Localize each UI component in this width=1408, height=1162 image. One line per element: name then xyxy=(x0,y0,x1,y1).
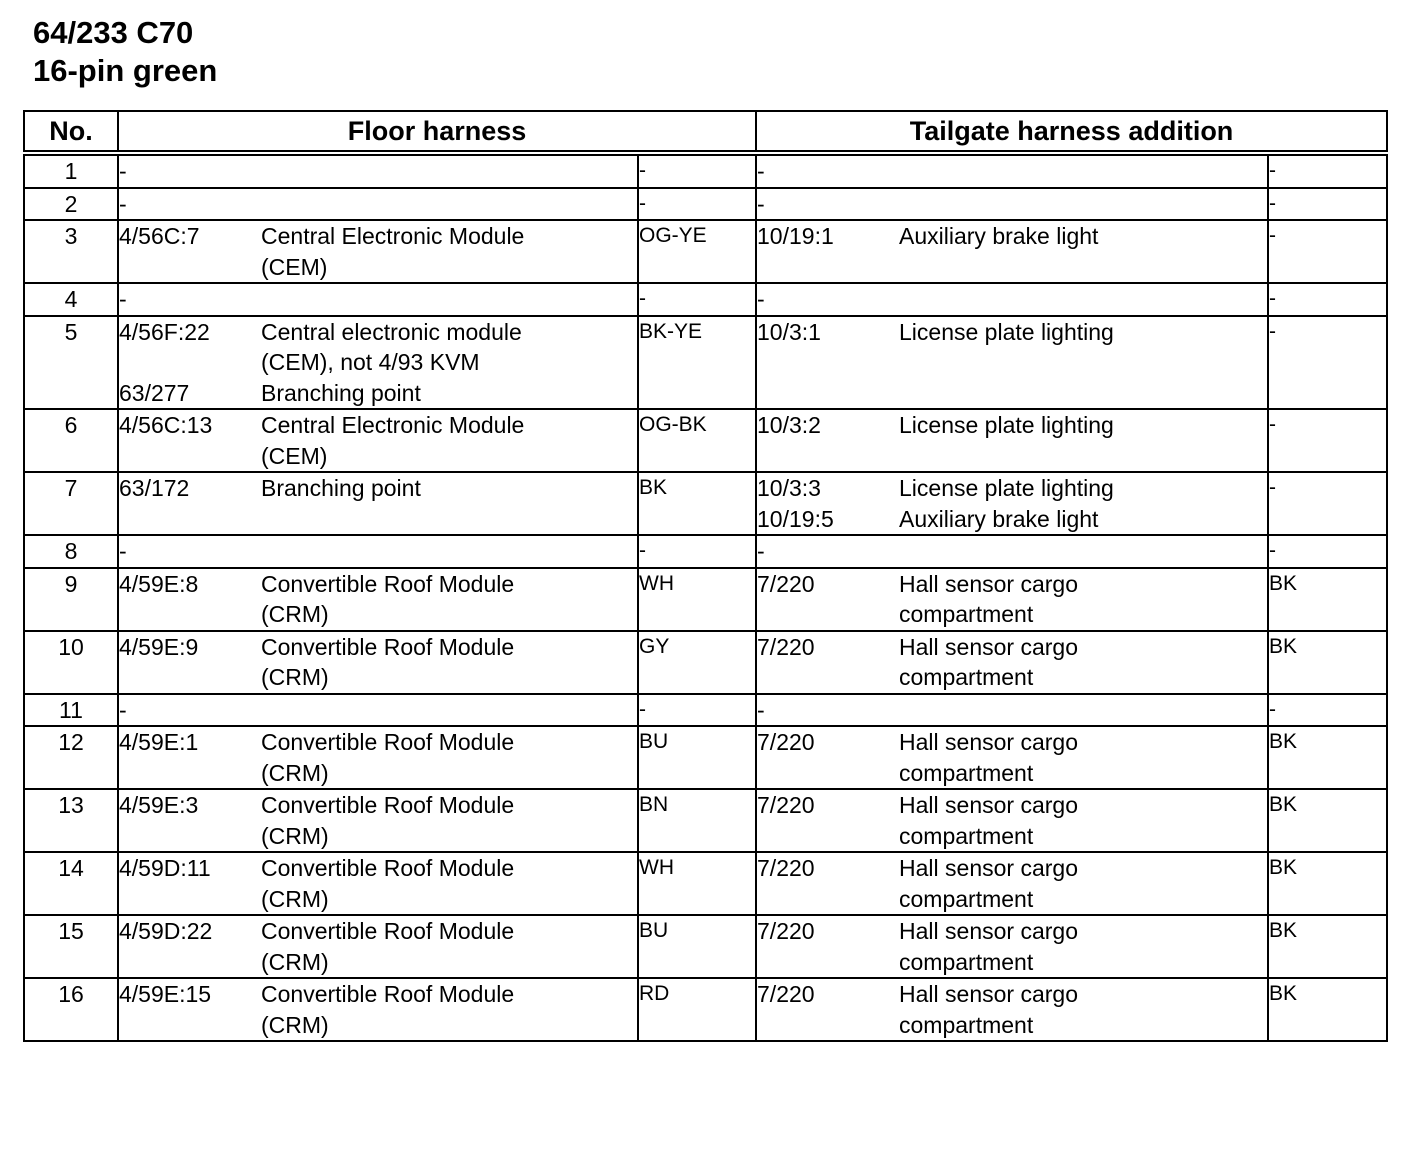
floor-wire-color: RD xyxy=(638,978,756,1041)
component-code xyxy=(757,1010,899,1041)
floor-wire-color: WH xyxy=(638,852,756,915)
pin-number: 2 xyxy=(24,188,118,221)
component-code: 7/220 xyxy=(757,633,815,660)
tailgate-harness-cell xyxy=(756,978,1268,1041)
component-description: compartment xyxy=(899,885,1034,912)
connection-line xyxy=(757,569,1267,600)
component-code xyxy=(757,821,899,852)
component-description xyxy=(261,189,637,220)
connection-line xyxy=(119,599,637,630)
tailgate-harness-cell xyxy=(756,220,1268,283)
connector-id: 64/233 C70 xyxy=(33,15,194,50)
connection-line xyxy=(757,821,1267,852)
component-description: Central Electronic Module xyxy=(261,412,525,438)
component-description: Hall sensor cargo xyxy=(899,729,1078,755)
component-code: 10/19:1 xyxy=(757,223,834,249)
pinout-table xyxy=(23,110,1388,1042)
tailgate-harness-cell xyxy=(756,726,1268,789)
connection-line xyxy=(757,536,1267,567)
component-description: Central electronic module xyxy=(261,318,522,345)
component-code xyxy=(119,947,261,978)
component-code: 4/59E:1 xyxy=(119,729,199,755)
table-row xyxy=(24,694,1387,727)
component-description: compartment xyxy=(899,1011,1034,1038)
connection-line xyxy=(757,156,1267,187)
connection-line xyxy=(119,916,637,947)
floor-harness-cell xyxy=(118,726,638,789)
tailgate-harness-cell xyxy=(756,409,1268,472)
component-code: - xyxy=(119,286,127,312)
connection-line xyxy=(119,441,637,472)
connector-type: 16-pin green xyxy=(33,53,218,88)
pin-number: 13 xyxy=(24,789,118,852)
connection-line xyxy=(757,632,1267,663)
component-description xyxy=(899,284,1267,315)
component-code: 7/220 xyxy=(757,570,815,597)
component-description: Convertible Roof Module xyxy=(261,570,515,597)
component-description: Convertible Roof Module xyxy=(261,855,515,881)
component-code xyxy=(119,758,261,789)
connection-line xyxy=(757,284,1267,315)
component-code: - xyxy=(757,538,765,564)
component-description: compartment xyxy=(899,759,1034,786)
connection-line xyxy=(119,569,637,600)
tailgate-wire-color: BK xyxy=(1268,789,1387,852)
component-code xyxy=(757,662,899,693)
connection-line xyxy=(757,758,1267,789)
floor-harness-cell xyxy=(118,694,638,727)
component-code: 4/56C:13 xyxy=(119,412,213,438)
table-row xyxy=(24,915,1387,978)
component-description: (CRM) xyxy=(261,664,329,690)
component-code: 4/59E:9 xyxy=(119,633,199,660)
component-code: 7/220 xyxy=(757,855,815,881)
floor-harness-cell xyxy=(118,153,638,188)
connection-line xyxy=(119,662,637,693)
header-floor-harness: Floor harness xyxy=(118,111,756,153)
floor-wire-color: OG-BK xyxy=(638,409,756,472)
floor-harness-cell xyxy=(118,220,638,283)
component-description: Hall sensor cargo xyxy=(899,855,1078,881)
connection-line xyxy=(757,916,1267,947)
component-code: 4/59E:3 xyxy=(119,792,199,818)
connection-line xyxy=(119,884,637,915)
component-description xyxy=(899,156,1267,187)
component-code xyxy=(119,347,261,378)
component-code: 7/220 xyxy=(757,792,815,818)
component-code: 63/172 xyxy=(119,475,190,501)
pin-number: 10 xyxy=(24,631,118,694)
component-code xyxy=(119,599,261,630)
connection-line xyxy=(119,156,637,187)
component-description: compartment xyxy=(899,948,1034,975)
component-code xyxy=(119,884,261,915)
component-code xyxy=(757,884,899,915)
component-description: (CRM) xyxy=(261,1011,329,1038)
component-description: (CRM) xyxy=(261,759,329,786)
component-code: 10/3:2 xyxy=(757,412,821,438)
connection-line xyxy=(119,695,637,726)
floor-harness-cell xyxy=(118,316,638,410)
component-description xyxy=(261,536,637,567)
floor-harness-cell xyxy=(118,978,638,1041)
connection-line xyxy=(119,758,637,789)
component-description: (CEM) xyxy=(261,442,328,469)
component-description: License plate lighting xyxy=(899,318,1114,345)
floor-wire-color: BN xyxy=(638,789,756,852)
connection-line xyxy=(757,695,1267,726)
component-code: - xyxy=(757,190,765,217)
tailgate-wire-color: - xyxy=(1268,188,1387,221)
component-description: Hall sensor cargo xyxy=(899,981,1078,1007)
connection-line xyxy=(119,347,637,378)
component-description: (CRM) xyxy=(261,822,329,849)
connection-line xyxy=(757,1010,1267,1041)
floor-wire-color: - xyxy=(638,153,756,188)
table-body xyxy=(24,153,1387,1041)
floor-wire-color: WH xyxy=(638,568,756,631)
component-code xyxy=(757,599,899,630)
table-header-row xyxy=(24,111,1387,153)
connection-line xyxy=(119,853,637,884)
floor-harness-cell xyxy=(118,852,638,915)
connection-line xyxy=(119,790,637,821)
connection-line xyxy=(757,189,1267,220)
connection-line xyxy=(757,599,1267,630)
component-code: 7/220 xyxy=(757,981,815,1007)
component-code: - xyxy=(757,286,765,312)
tailgate-harness-cell xyxy=(756,188,1268,221)
tailgate-harness-cell xyxy=(756,316,1268,410)
table-row xyxy=(24,978,1387,1041)
component-description: Hall sensor cargo xyxy=(899,792,1078,818)
pin-number: 5 xyxy=(24,316,118,410)
component-description: compartment xyxy=(899,601,1034,627)
component-description xyxy=(899,189,1267,220)
connection-line xyxy=(119,378,637,409)
floor-wire-color: - xyxy=(638,188,756,221)
component-description: (CEM) xyxy=(261,253,328,280)
table-row xyxy=(24,283,1387,316)
header-no: No. xyxy=(24,111,118,153)
table-row xyxy=(24,568,1387,631)
floor-harness-cell xyxy=(118,472,638,535)
component-description: (CRM) xyxy=(261,885,329,912)
tailgate-wire-color: BK xyxy=(1268,568,1387,631)
tailgate-wire-color: - xyxy=(1268,316,1387,410)
floor-harness-cell xyxy=(118,409,638,472)
connection-line xyxy=(119,317,637,348)
connection-line xyxy=(119,979,637,1010)
component-code: 7/220 xyxy=(757,918,815,944)
component-code: 10/3:3 xyxy=(757,475,821,501)
component-description xyxy=(899,695,1267,726)
tailgate-wire-color: - xyxy=(1268,694,1387,727)
connection-line xyxy=(757,790,1267,821)
table-row xyxy=(24,535,1387,568)
tailgate-wire-color: - xyxy=(1268,409,1387,472)
connection-line xyxy=(119,536,637,567)
connection-line xyxy=(757,662,1267,693)
pin-number: 11 xyxy=(24,694,118,727)
component-code xyxy=(119,441,261,472)
connection-line xyxy=(757,317,1267,348)
component-code xyxy=(119,1010,261,1041)
component-code xyxy=(757,947,899,978)
tailgate-wire-color: BK xyxy=(1268,726,1387,789)
component-description: (CRM) xyxy=(261,948,329,975)
pin-number: 3 xyxy=(24,220,118,283)
component-description: Hall sensor cargo xyxy=(899,570,1078,597)
connection-line xyxy=(757,947,1267,978)
table-row xyxy=(24,409,1387,472)
floor-harness-cell xyxy=(118,789,638,852)
component-code: 63/277 xyxy=(119,379,190,406)
component-code: 4/59D:22 xyxy=(119,918,213,944)
table-row xyxy=(24,220,1387,283)
tailgate-harness-cell xyxy=(756,631,1268,694)
connection-line xyxy=(757,884,1267,915)
component-description: Branching point xyxy=(261,379,421,406)
connection-line xyxy=(119,410,637,441)
pin-number: 9 xyxy=(24,568,118,631)
table-row xyxy=(24,188,1387,221)
tailgate-harness-cell xyxy=(756,472,1268,535)
component-description: Auxiliary brake light xyxy=(899,505,1099,532)
component-code: - xyxy=(757,696,765,723)
floor-wire-color: - xyxy=(638,283,756,316)
component-description xyxy=(261,156,637,187)
connection-line xyxy=(119,727,637,758)
pin-number: 16 xyxy=(24,978,118,1041)
component-description xyxy=(261,284,637,315)
tailgate-harness-cell xyxy=(756,535,1268,568)
component-description: Central Electronic Module xyxy=(261,223,525,249)
connection-line xyxy=(119,221,637,252)
pin-number: 6 xyxy=(24,409,118,472)
tailgate-harness-cell xyxy=(756,789,1268,852)
table-row xyxy=(24,153,1387,188)
connection-line xyxy=(119,1010,637,1041)
tailgate-wire-color: BK xyxy=(1268,978,1387,1041)
floor-wire-color: OG-YE xyxy=(638,220,756,283)
pin-number: 12 xyxy=(24,726,118,789)
component-description: compartment xyxy=(899,664,1034,690)
pin-number: 8 xyxy=(24,535,118,568)
pin-number: 7 xyxy=(24,472,118,535)
component-description xyxy=(899,536,1267,567)
component-description xyxy=(261,695,637,726)
component-code xyxy=(119,252,261,283)
tailgate-harness-cell xyxy=(756,852,1268,915)
component-code xyxy=(119,662,261,693)
component-code: - xyxy=(757,158,765,184)
floor-wire-color: BK xyxy=(638,472,756,535)
component-code: - xyxy=(119,538,127,564)
component-description: Convertible Roof Module xyxy=(261,633,515,660)
table-row xyxy=(24,472,1387,535)
component-code: - xyxy=(119,696,127,723)
floor-harness-cell xyxy=(118,188,638,221)
floor-wire-color: BU xyxy=(638,726,756,789)
pin-number: 1 xyxy=(24,153,118,188)
header-tailgate-harness: Tailgate harness addition xyxy=(756,111,1387,153)
floor-wire-color: BU xyxy=(638,915,756,978)
component-description: Auxiliary brake light xyxy=(899,223,1099,249)
connection-line xyxy=(757,221,1267,252)
component-code: 4/59D:11 xyxy=(119,855,211,881)
tailgate-harness-cell xyxy=(756,153,1268,188)
component-description: (CEM), not 4/93 KVM xyxy=(261,349,480,375)
connection-line xyxy=(757,979,1267,1010)
component-description: Convertible Roof Module xyxy=(261,729,515,755)
connection-line xyxy=(119,473,637,504)
component-code: 7/220 xyxy=(757,729,815,755)
connection-line xyxy=(757,473,1267,504)
floor-wire-color: BK-YE xyxy=(638,316,756,410)
component-code: 4/59E:8 xyxy=(119,570,199,597)
component-code: - xyxy=(119,190,127,217)
component-description: License plate lighting xyxy=(899,412,1114,438)
tailgate-wire-color: BK xyxy=(1268,852,1387,915)
component-description: Hall sensor cargo xyxy=(899,918,1078,944)
table-row xyxy=(24,726,1387,789)
component-code xyxy=(119,821,261,852)
tailgate-wire-color: - xyxy=(1268,283,1387,316)
floor-harness-cell xyxy=(118,915,638,978)
tailgate-harness-cell xyxy=(756,568,1268,631)
floor-harness-cell xyxy=(118,535,638,568)
pin-number: 14 xyxy=(24,852,118,915)
tailgate-wire-color: - xyxy=(1268,472,1387,535)
component-description: Convertible Roof Module xyxy=(261,918,515,944)
pin-number: 4 xyxy=(24,283,118,316)
connection-line xyxy=(757,504,1267,535)
table-row xyxy=(24,852,1387,915)
connection-line xyxy=(757,410,1267,441)
component-description: Hall sensor cargo xyxy=(899,633,1078,660)
floor-wire-color: - xyxy=(638,694,756,727)
tailgate-wire-color: - xyxy=(1268,220,1387,283)
connection-line xyxy=(119,821,637,852)
component-code: - xyxy=(119,158,127,184)
table-row xyxy=(24,316,1387,410)
floor-wire-color: - xyxy=(638,535,756,568)
floor-harness-cell xyxy=(118,283,638,316)
floor-wire-color: GY xyxy=(638,631,756,694)
connection-line xyxy=(119,632,637,663)
tailgate-wire-color: BK xyxy=(1268,915,1387,978)
component-description: (CRM) xyxy=(261,601,329,627)
component-code: 10/19:5 xyxy=(757,505,834,532)
component-description: compartment xyxy=(899,822,1034,849)
connection-line xyxy=(757,727,1267,758)
connection-line xyxy=(119,252,637,283)
component-description: Convertible Roof Module xyxy=(261,792,515,818)
connection-line xyxy=(119,284,637,315)
connection-line xyxy=(119,947,637,978)
connection-line xyxy=(757,853,1267,884)
table-row xyxy=(24,789,1387,852)
floor-harness-cell xyxy=(118,631,638,694)
floor-harness-cell xyxy=(118,568,638,631)
tailgate-harness-cell xyxy=(756,694,1268,727)
tailgate-wire-color: BK xyxy=(1268,631,1387,694)
pin-number: 15 xyxy=(24,915,118,978)
tailgate-wire-color: - xyxy=(1268,535,1387,568)
component-code xyxy=(757,758,899,789)
component-code: 4/59E:15 xyxy=(119,981,212,1007)
tailgate-harness-cell xyxy=(756,915,1268,978)
component-code: 10/3:1 xyxy=(757,318,821,345)
document-title xyxy=(33,14,217,90)
connection-line xyxy=(119,189,637,220)
component-description: License plate lighting xyxy=(899,475,1114,501)
component-code: 4/56F:22 xyxy=(119,318,210,345)
component-code: 4/56C:7 xyxy=(119,223,200,249)
component-description: Branching point xyxy=(261,475,421,501)
table-row xyxy=(24,631,1387,694)
tailgate-harness-cell xyxy=(756,283,1268,316)
component-description: Convertible Roof Module xyxy=(261,981,515,1007)
tailgate-wire-color: - xyxy=(1268,153,1387,188)
